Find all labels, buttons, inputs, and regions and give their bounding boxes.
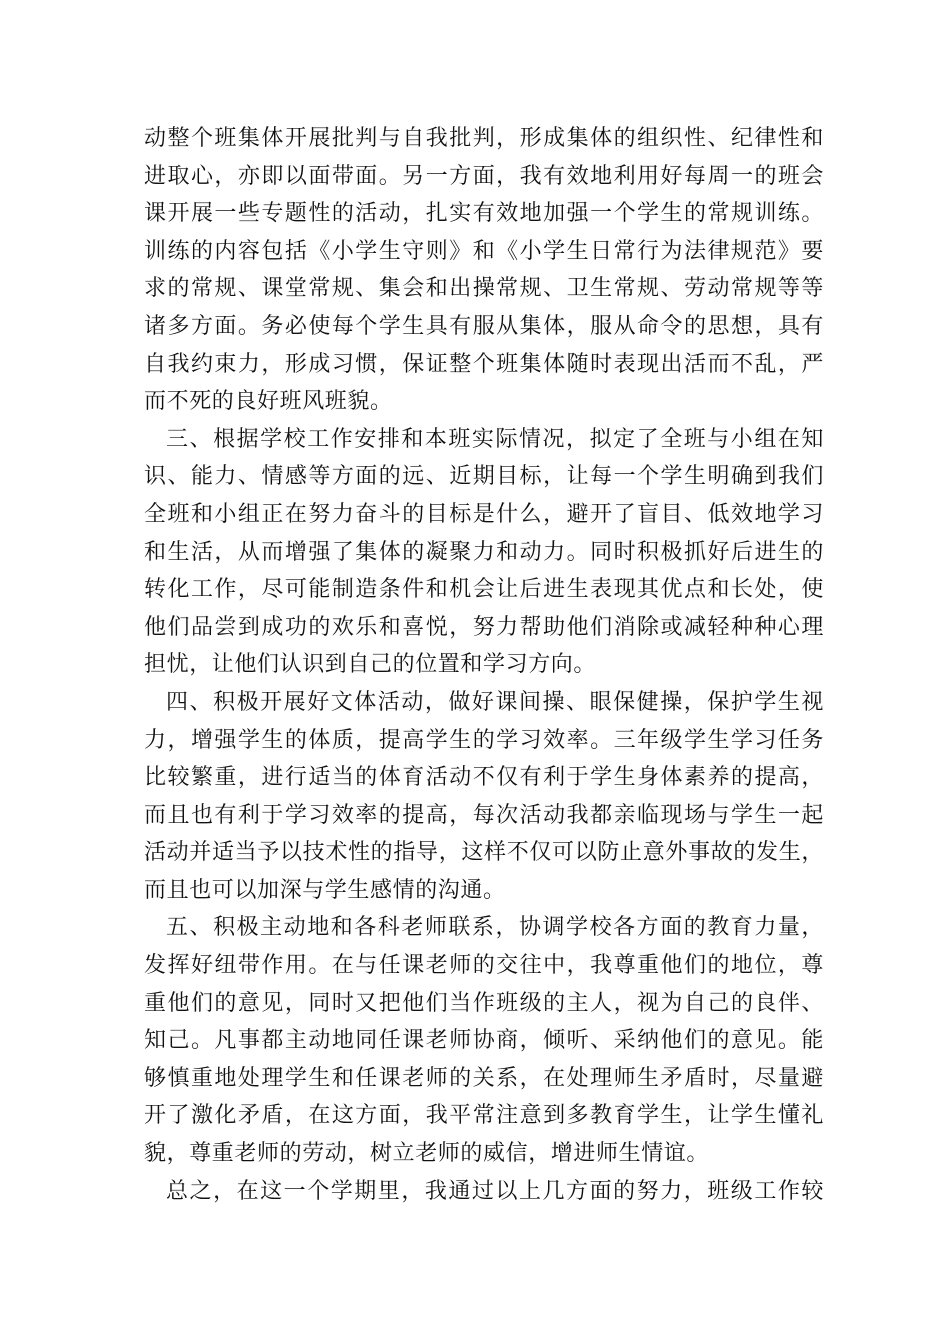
text-line: 他们品尝到成功的欢乐和喜悦，努力帮助他们消除或减轻种种心理 [144,614,824,640]
text-line: 貌，尊重老师的劳动，树立老师的威信，增进师生情谊。 [144,1141,710,1167]
text-line: 而且也有利于学习效率的提高，每次活动我都亲临现场与学生一起 [144,802,824,828]
text-line: 比较繁重，进行适当的体育活动不仅有利于学生身体素养的提高， [144,765,824,791]
text-line: 活动并适当予以技术性的指导，这样不仅可以防止意外事故的发生， [144,840,824,866]
paragraph-five-start: 五、积极主动地和各科老师联系，协调学校各方面的教育力量， [166,915,824,941]
text-line: 进取心，亦即以面带面。另一方面，我有效地利用好每周一的班会 [144,163,824,189]
text-line: 自我约束力，形成习惯，保证整个班集体随时表现出活而不乱，严 [144,351,824,377]
text-line: 重他们的意见，同时又把他们当作班级的主人，视为自己的良伴、 [144,990,824,1016]
text-line: 发挥好纽带作用。在与任课老师的交往中，我尊重他们的地位，尊 [144,953,824,979]
text-line: 训练的内容包括《小学生守则》和《小学生日常行为法律规范》要 [144,238,824,264]
text-line: 转化工作，尽可能制造条件和机会让后进生表现其优点和长处，使 [144,577,824,603]
text-line: 识、能力、情感等方面的远、近期目标，让每一个学生明确到我们 [144,464,824,490]
paragraph-three-start: 三、根据学校工作安排和本班实际情况，拟定了全班与小组在知 [166,426,824,452]
text-line: 力，增强学生的体质，提高学生的学习效率。三年级学生学习任务 [144,727,824,753]
text-line: 而不死的良好班风班貌。 [144,389,393,415]
text-line: 开了激化矛盾，在这方面，我平常注意到多教育学生，让学生懂礼 [144,1103,824,1129]
text-line: 够慎重地处理学生和任课老师的关系，在处理师生矛盾时，尽量避 [144,1065,824,1091]
text-line: 全班和小组正在努力奋斗的目标是什么，避开了盲目、低效地学习 [144,501,824,527]
text-line: 求的常规、课堂常规、集会和出操常规、卫生常规、劳动常规等等 [144,276,824,302]
text-line: 知己。凡事都主动地同任课老师协商，倾听、采纳他们的意见。能 [144,1028,824,1054]
text-line: 课开展一些专题性的活动，扎实有效地加强一个学生的常规训练。 [144,201,824,227]
text-line: 动整个班集体开展批判与自我批判，形成集体的组织性、纪律性和 [144,126,824,151]
text-line: 和生活，从而增强了集体的凝聚力和动力。同时积极抓好后进生的 [144,539,824,565]
text-line: 担忧，让他们认识到自己的位置和学习方向。 [144,652,597,678]
text-line: 诸多方面。务必使每个学生具有服从集体，服从命令的思想，具有 [144,313,824,339]
text-line: 而且也可以加深与学生感情的沟通。 [144,877,506,903]
body-text [144,120,824,1210]
paragraph-four-start: 四、积极开展好文体活动，做好课间操、眼保健操，保护学生视 [166,689,824,715]
conclusion-paragraph-start: 总之，在这一个学期里，我通过以上几方面的努力，班级工作较 [166,1178,824,1204]
